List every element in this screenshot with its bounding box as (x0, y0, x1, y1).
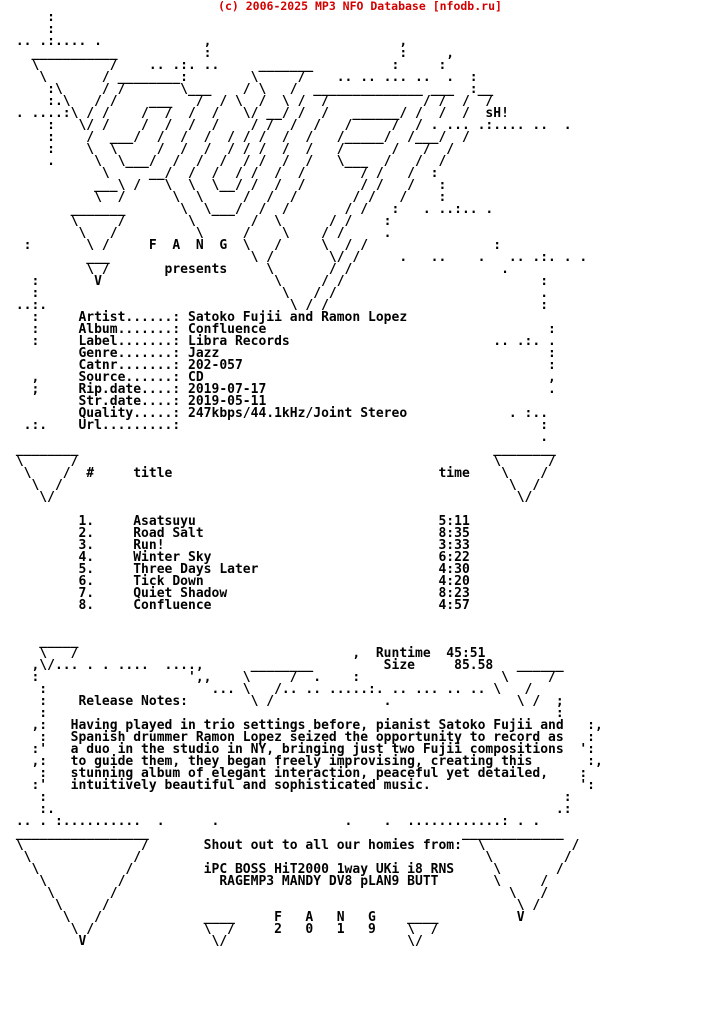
nfo-line: : ... \ /.. .. .....:. .. ... .. .. \ / (39, 682, 533, 697)
nfo-line: : Label.......: Libra Records .. .:. . (31, 334, 556, 349)
nfo-line: : \ / / . (31, 286, 549, 301)
nfo-line: _________________ _____________ (15, 826, 564, 841)
nfo-line: Catnr.......: 202-057 : (78, 358, 556, 373)
nfo-line: \ / \ / \ / / : (70, 214, 392, 229)
nfo-line: Quality.....: 247kbps/44.1kHz/Joint Stereo . :.. (78, 406, 549, 421)
nfo-line: :' a duo in the studio in NY, bringing just two Fujii compositions ': (31, 742, 595, 757)
nfo-line: \ / presents \ / / . (86, 262, 509, 277)
nfo-line: : (47, 22, 55, 37)
nfo-line: \ / , Runtime 45:51 (39, 646, 486, 661)
nfo-line: : / ___/ / / / / / / / / /_____/ /___/ / (47, 130, 470, 145)
nfo-line: : Spanish drummer Ramon Lopez seized the opportunity to record as : (39, 730, 595, 745)
nfo-line: \ / \ / (54, 898, 541, 913)
nfo-line: 8. Confluence 4:57 (78, 598, 470, 613)
nfo-line: \ / Shout out to all our homies from: \ / (15, 838, 580, 853)
nfo-line: : \/ / / / / / / / / / / / / . ... .:.... .. . (47, 118, 572, 133)
nfo-line: \ / RAGEMP3 MANDY DV8 pLAN9 BUTT \ / (39, 874, 549, 889)
nfo-line: : : (39, 790, 572, 805)
nfo-line: : V \ / / : (31, 274, 549, 289)
nfo-line: : Release Notes: \ / . \ / ; (39, 694, 564, 709)
nfo-line: V \/ \/ (78, 934, 423, 949)
nfo-line: _______ \ \___/ / / / / : . ..:.. . (70, 202, 494, 217)
nfo-line: \ / # title time \ / (23, 466, 549, 481)
nfo-line: \ / \ / (47, 886, 549, 901)
nfo-line: : Artist......: Satoko Fujii and Ramon Lopez (31, 310, 408, 325)
nfo-line: \ / \ / (15, 454, 556, 469)
nfo-line: 5. Three Days Later 4:30 (78, 562, 470, 577)
nfo-line: .. . :.......... . . . . ............: . . (15, 814, 541, 829)
nfo-line: 3. Run! 3:33 (78, 538, 470, 553)
nfodb-banner: (c) 2006-2025 MP3 NFO Database [nfodb.ru] (218, 0, 502, 13)
nfo-line: ,\/... . . .... ...., ________ Size 85.58 ______ (31, 658, 564, 673)
nfo-line: ,: to guide them, they began freely improvising, creating this :, (31, 754, 603, 769)
nfo-line: \ / \ / (23, 850, 572, 865)
nfo-line: 2. Road Salt 8:35 (78, 526, 470, 541)
nfo-line: : \ \ / / / / / / / / / / / / (47, 142, 455, 157)
nfo-line: \ / \ / \ / / . (78, 226, 392, 241)
nfo-line: ___ \ / \/ / . .. . .. .:. . . (86, 250, 588, 265)
nfo-line: : \ / F A N G \ / \ / / : (23, 238, 502, 253)
nfo-line: \ / \ \ / / / / / / : (94, 190, 447, 205)
nfo-line: .. .:.... . , , (15, 34, 408, 49)
nfo-line: \ / ____ F A N G ____ V (62, 910, 525, 925)
nfo-line: : ',, \ / . : \ / (31, 670, 556, 685)
nfo-line: 7. Quiet Shadow 8:23 (78, 586, 470, 601)
nfo-line: ..:. \ / / : (15, 298, 549, 313)
nfo-line: ___________ : : , (31, 46, 455, 61)
nfo-line: \/ \/ (39, 490, 533, 505)
nfo-line: 4. Winter Sky 6:22 (78, 550, 470, 565)
nfo-line: . (540, 430, 549, 445)
nfo-line: Genre.......: Jazz : (78, 346, 556, 361)
nfo-line: \ / \ / 2 0 1 9 \ / (70, 922, 439, 937)
nfo-line: ________ ________ (15, 442, 556, 457)
nfo-line: \ / .. .:. .. _______ : : (31, 58, 447, 73)
nfo-document (8, 12, 712, 1028)
nfo-line: Str.date....: 2019-05-11 (78, 394, 267, 409)
nfo-line: ,: Having played in trio settings before, pianist Satoko Fujii and :, (31, 718, 603, 733)
nfo-line: \ / ________: \ / .. .. ... .. . : (39, 70, 478, 85)
nfo-line: 1. Asatsuyu 5:11 (78, 514, 470, 529)
nfo-line: 6. Tick Down 4:20 (78, 574, 470, 589)
nfo-line: ___\ / \ \ \__/ / / / / / / : (94, 178, 447, 193)
nfo-line: ; Rip.date....: 2019-07-17 . (31, 382, 556, 397)
nfo-line: .:. Url.........: : (23, 418, 549, 433)
nfo-line: :\ / / \___ / \ / ______________ ___ :__ (47, 82, 494, 97)
nfo-line: \ / iPC BOSS HiT2000 1way UKi i8 RNS \ / (31, 862, 564, 877)
nfo-line: : : (39, 706, 564, 721)
nfo-line: :' intuitively beautiful and sophisticated music. ': (31, 778, 595, 793)
nfo-line: : Album.......: Confluence : (31, 322, 556, 337)
nfo-line: _____ (39, 634, 79, 649)
nfo-line: : stunning album of elegant interaction, peaceful yet detailed, : (39, 766, 588, 781)
nfo-line: \ __/ / / / / / / / / / : (101, 166, 439, 181)
nfo-line: . ....:\ / / / / / / \/ __/ / / ______/ / / / sH! (15, 106, 509, 121)
nfo-line: :. .: (39, 802, 572, 817)
nfo-line: , Source......: CD , (31, 370, 556, 385)
nfo-line: : (47, 12, 55, 25)
nfo-line: . \ \___/ / / / / / / / \___ / / / (47, 154, 447, 169)
nfo-line: :.\ / / ___ / / \ / \ / / / / / / (47, 94, 494, 109)
nfo-line: \ / \ / (31, 478, 541, 493)
